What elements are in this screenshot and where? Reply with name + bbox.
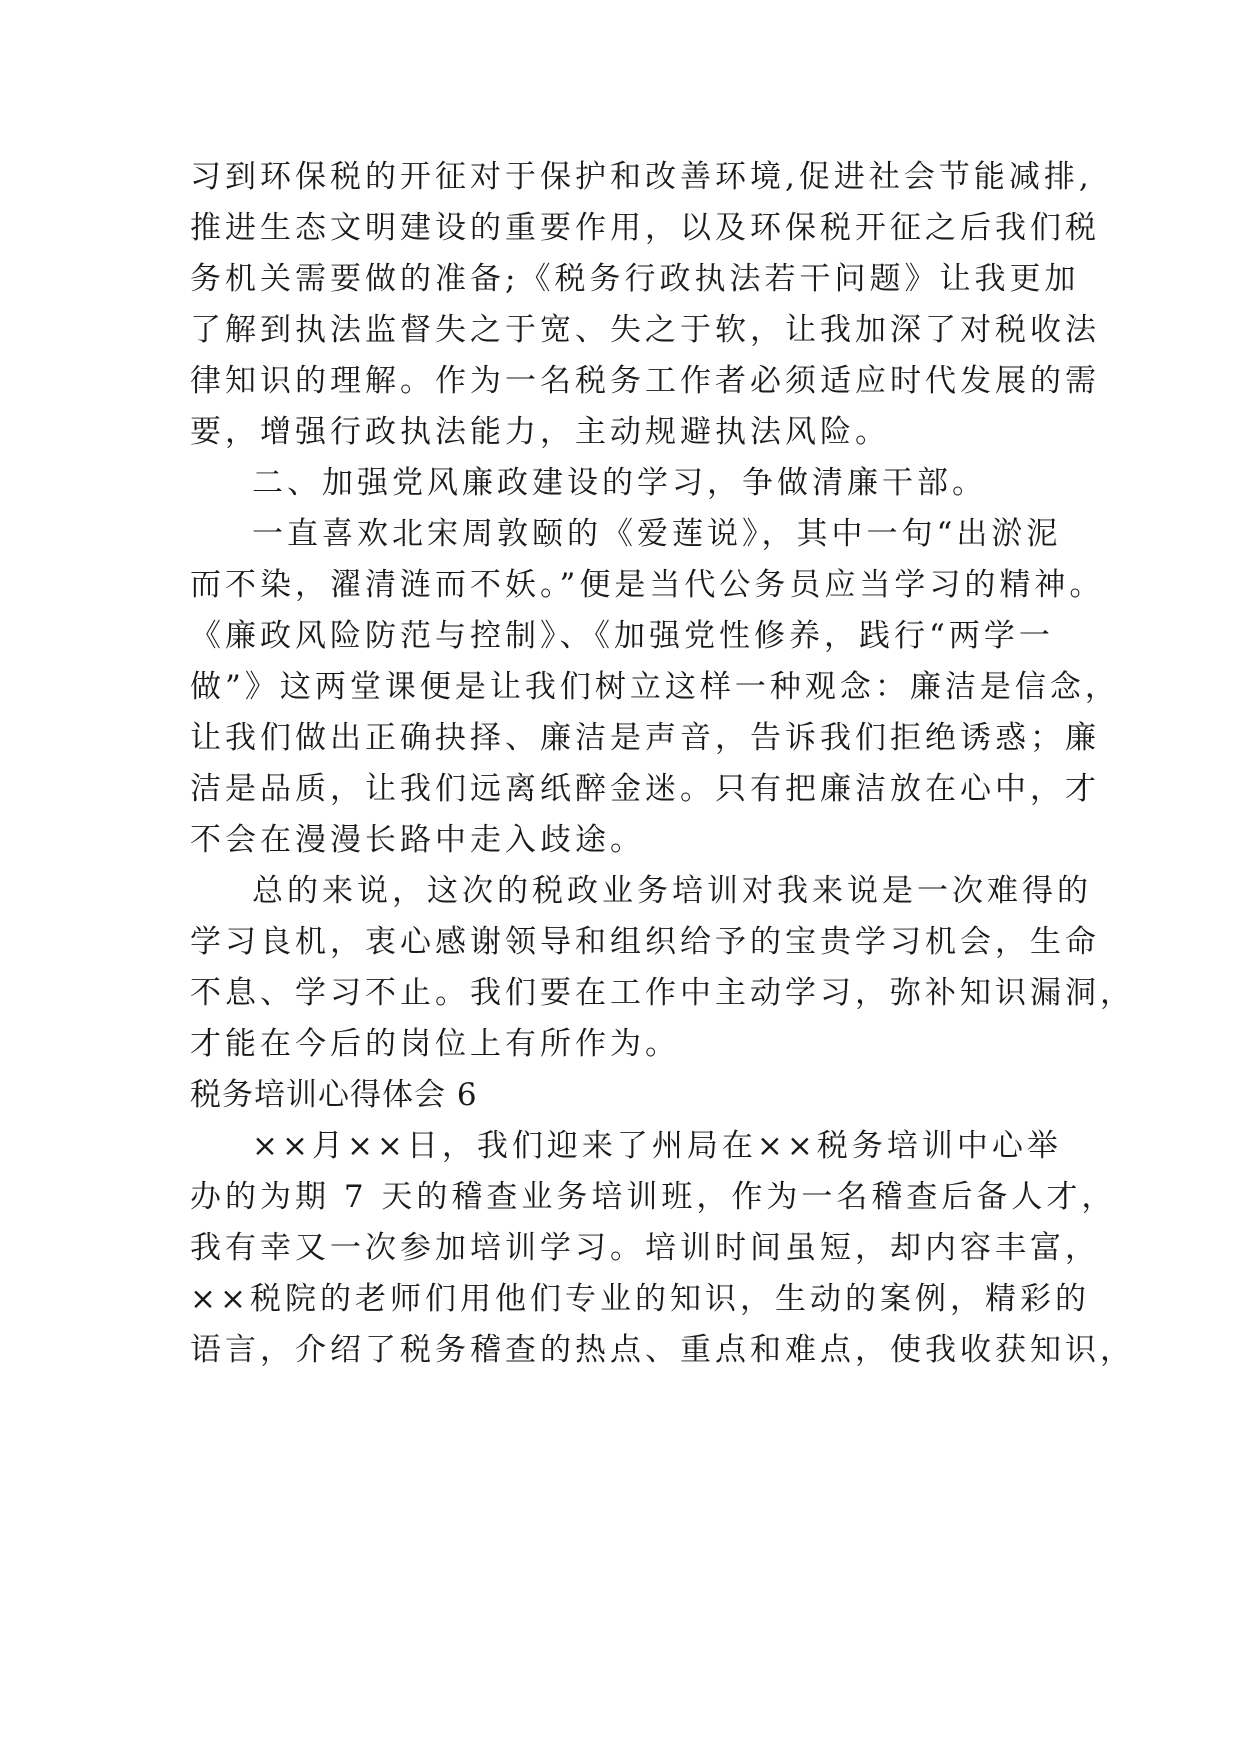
text-line: ××月××日，我们迎来了州局在××税务培训中心举: [252, 1128, 1062, 1164]
text-line: 才能在今后的岗位上有所作为。: [190, 1026, 680, 1062]
text-line: 学习良机，衷心感谢领导和组织给予的宝贵学习机会，生命: [190, 924, 1100, 960]
text-line: 做”》这两堂课便是让我们树立这样一种观念：廉洁是信念，: [190, 669, 1120, 705]
text-line: 而不染，濯清涟而不妖。”便是当代公务员应当学习的精神。: [190, 567, 1105, 603]
text-line: 一直喜欢北宋周敦颐的《爱莲说》，其中一句“出淤泥: [252, 516, 1062, 552]
text-line: 律知识的理解。作为一名税务工作者必须适应时代发展的需: [190, 363, 1100, 399]
text-line: 要，增强行政执法能力，主动规避执法风险。: [190, 414, 890, 450]
text-line: 《廉政风险防范与控制》、《加强党性修养，践行“两学一: [190, 618, 1054, 654]
text-line: ××税院的老师们用他们专业的知识，生动的案例，精彩的: [190, 1281, 1090, 1317]
text-line: 洁是品质，让我们远离纸醉金迷。只有把廉洁放在心中，才: [190, 771, 1100, 807]
text-line: 推进生态文明建设的重要作用，以及环保税开征之后我们税: [190, 210, 1100, 246]
text-line: 总的来说，这次的税政业务培训对我来说是一次难得的: [252, 873, 1092, 909]
text-line: 了解到执法监督失之于宽、失之于软，让我加深了对税收法: [190, 312, 1100, 348]
text-line: 让我们做出正确抉择、廉洁是声音，告诉我们拒绝诱惑；廉: [190, 720, 1100, 756]
article-title: 税务培训心得体会 6: [190, 1077, 478, 1113]
text-line: 语言，介绍了税务稽查的热点、重点和难点，使我收获知识，: [190, 1332, 1135, 1368]
text-line: 不会在漫漫长路中走入歧途。: [190, 822, 645, 858]
text-line: 务机关需要做的准备;《税务行政执法若干问题》让我更加: [190, 261, 1080, 297]
text-line: 办的为期 7 天的稽查业务培训班，作为一名稽查后备人才，: [190, 1179, 1117, 1215]
text-line: 我有幸又一次参加培训学习。培训时间虽短，却内容丰富，: [190, 1230, 1100, 1266]
text-line: 习到环保税的开征对于保护和改善环境,促进社会节能减排,: [190, 159, 1093, 195]
section-heading: 二、加强党风廉政建设的学习，争做清廉干部。: [252, 465, 987, 501]
text-line: 不息、学习不止。我们要在工作中主动学习，弥补知识漏洞，: [190, 975, 1135, 1011]
